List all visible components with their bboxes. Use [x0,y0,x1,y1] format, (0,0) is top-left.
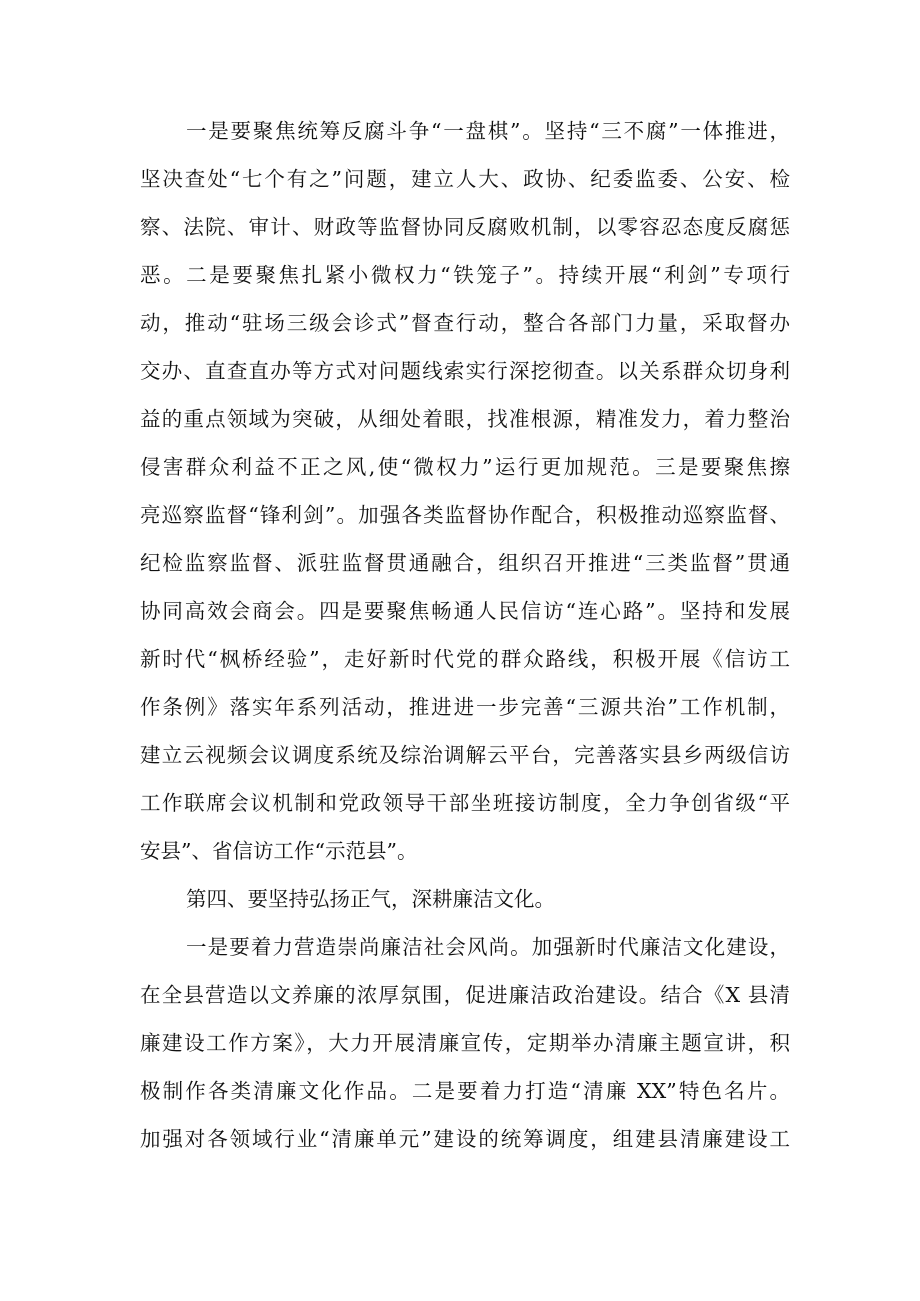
paragraph-line: 工作联席会议机制和党政领导干部坐班接访制度，全力争创省级“平 [140,791,790,815]
paragraph-line: 一是要着力营造崇尚廉洁社会风尚。加强新时代廉洁文化建设， [186,935,790,959]
paragraph-line: 坚决查处“七个有之”问题，建立人大、政协、纪委监委、公安、检 [140,167,790,191]
paragraph-line: 建立云视频会议调度系统及综治调解云平台，完善落实县乡两级信访 [140,743,790,767]
paragraph-line: 纪检监察监督、派驻监督贯通融合，组织召开推进“三类监督”贯通 [140,551,790,575]
paragraph-line: 一是要聚焦统筹反腐斗争“一盘棋”。坚持“三不腐”一体推进， [186,119,790,143]
paragraph-line: 侵害群众利益不正之风,使“微权力”运行更加规范。三是要聚焦擦 [140,455,790,479]
paragraph-line: 交办、直查直办等方式对问题线索实行深挖彻查。以关系群众切身利 [140,359,790,383]
paragraph-line: 亮巡察监督“锋利剑”。加强各类监督协作配合，积极推动巡察监督、 [140,503,790,527]
paragraph-line: 益的重点领域为突破，从细处着眼，找准根源，精准发力，着力整治 [140,407,790,431]
paragraph-line: 动，推动“驻场三级会诊式”督查行动，整合各部门力量，采取督办 [140,311,790,335]
paragraph-line: 安县”、省信访工作“示范县”。 [140,839,418,863]
paragraph-line: 察、法院、审计、财政等监督协同反腐败机制，以零容忍态度反腐惩 [140,215,790,239]
paragraph-line: 极制作各类清廉文化作品。二是要着力打造“清廉 XX”特色名片。 [140,1079,790,1103]
section-heading: 第四、要坚持弘扬正气，深耕廉洁文化。 [186,887,555,911]
paragraph-line: 作条例》落实年系列活动，推进进一步完善“三源共治”工作机制， [140,695,790,719]
paragraph-line: 恶。二是要聚焦扎紧小微权力“铁笼子”。持续开展“利剑”专项行 [140,263,790,287]
paragraph-line: 廉建设工作方案》，大力开展清廉宣传，定期举办清廉主题宣讲，积 [140,1031,790,1055]
paragraph-line: 协同高效会商会。四是要聚焦畅通人民信访“连心路”。坚持和发展 [140,599,790,623]
paragraph-line: 新时代“枫桥经验”，走好新时代党的群众路线，积极开展《信访工 [140,647,790,671]
paragraph-line: 在全县营造以文养廉的浓厚氛围，促进廉洁政治建设。结合《X 县清 [140,983,790,1007]
paragraph-line: 加强对各领域行业“清廉单元”建设的统筹调度，组建县清廉建设工 [140,1127,790,1151]
document-body [140,107,790,1163]
